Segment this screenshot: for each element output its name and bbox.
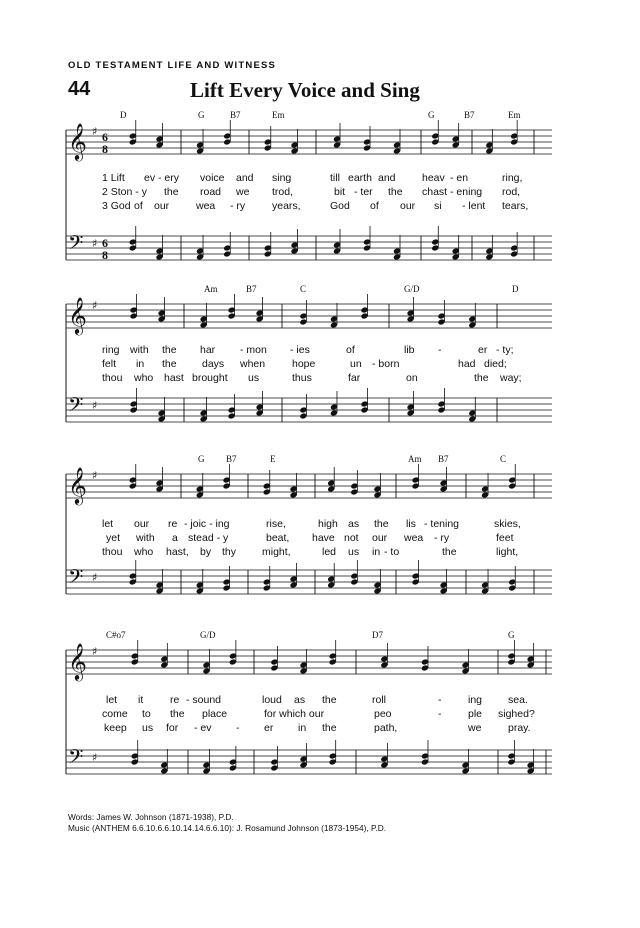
hymn-number: 44 bbox=[68, 78, 91, 100]
lyric-syllable: a bbox=[172, 532, 178, 544]
lyric-syllable: our bbox=[154, 200, 170, 212]
lyric-syllable: sing bbox=[272, 172, 292, 184]
treble-clef-icon: 𝄞 bbox=[68, 296, 87, 334]
lyric-syllable: ring, bbox=[502, 172, 523, 184]
lyric-syllable: let bbox=[106, 694, 118, 706]
lyric-syllable: skies, bbox=[494, 518, 521, 530]
chord-symbol: B7 bbox=[230, 110, 241, 120]
lyric-verse-1 bbox=[66, 518, 552, 532]
lyric-syllable: wea bbox=[196, 200, 216, 212]
lyric-syllable: rod, bbox=[502, 186, 521, 198]
lyric-syllable: - born bbox=[372, 358, 400, 370]
lyric-syllable: - en bbox=[450, 172, 469, 184]
lyric-syllable: - bbox=[438, 694, 442, 706]
lyric-syllable: loud bbox=[262, 694, 282, 706]
lyric-syllable: rise, bbox=[266, 518, 286, 530]
lyric-verse-2 bbox=[66, 532, 552, 546]
lyric-syllable: it bbox=[138, 694, 144, 706]
lyric-syllable: thou bbox=[102, 546, 123, 558]
lyric-syllable: bit bbox=[334, 186, 346, 198]
lyric-verse-3 bbox=[66, 546, 552, 560]
lyric-syllable: our bbox=[400, 200, 416, 212]
lyric-syllable: 2 Ston - y bbox=[102, 186, 147, 198]
chord-symbol: G bbox=[198, 454, 205, 464]
lyric-verse-2 bbox=[66, 708, 552, 722]
chord-symbol: Am bbox=[408, 454, 422, 464]
key-sharp-icon: ♯ bbox=[92, 469, 98, 482]
lyric-syllable: who bbox=[134, 372, 154, 384]
chord-symbol: G bbox=[428, 110, 435, 120]
lyric-syllable: tears, bbox=[502, 200, 529, 212]
lyric-syllable: who bbox=[134, 546, 154, 558]
chord-symbol: E bbox=[270, 454, 276, 464]
treble-clef-icon: 𝄞 bbox=[68, 642, 87, 680]
lyric-syllable: - bbox=[236, 722, 240, 734]
lyric-syllable: led bbox=[322, 546, 337, 558]
lyric-syllable: - bbox=[438, 708, 442, 720]
lyric-syllable: thou bbox=[102, 372, 123, 384]
lyric-syllable: hope bbox=[292, 358, 316, 370]
lyric-syllable: high bbox=[318, 518, 338, 530]
chord-symbol: G/D bbox=[404, 284, 420, 294]
lyric-syllable: as bbox=[348, 518, 360, 530]
lyric-syllable: hast, bbox=[166, 546, 189, 558]
chord-symbol: C bbox=[300, 284, 307, 294]
music-system-2 bbox=[66, 280, 552, 450]
lyric-syllable: keep bbox=[104, 722, 127, 734]
lyric-syllable: when bbox=[240, 358, 266, 370]
lyric-syllable: ev - ery bbox=[144, 172, 180, 184]
lyric-syllable: the bbox=[170, 708, 185, 720]
chord-symbol: Em bbox=[508, 110, 521, 120]
lyric-syllable: har bbox=[200, 344, 216, 356]
lyric-syllable: come bbox=[102, 708, 128, 720]
lyric-syllable: - bbox=[438, 344, 442, 356]
lyric-syllable: si bbox=[434, 200, 442, 212]
chord-symbol: B7 bbox=[246, 284, 257, 294]
lyric-syllable: brought bbox=[192, 372, 228, 384]
time-signature: 6 bbox=[102, 236, 108, 250]
lyric-syllable: God bbox=[330, 200, 350, 212]
key-sharp-icon: ♯ bbox=[92, 237, 98, 250]
lyric-syllable: the bbox=[162, 344, 177, 356]
lyric-syllable: lis bbox=[406, 518, 416, 530]
lyric-syllable: our bbox=[372, 532, 388, 544]
chord-symbol: B7 bbox=[226, 454, 237, 464]
lyric-syllable: on bbox=[406, 372, 418, 384]
lyric-syllable: the bbox=[374, 518, 389, 530]
bass-clef-icon: 𝄢 bbox=[68, 231, 84, 259]
lyric-syllable: thy bbox=[222, 546, 237, 558]
lyric-syllable: - ty; bbox=[496, 344, 514, 356]
bass-clef-icon: 𝄢 bbox=[68, 745, 84, 773]
key-sharp-icon: ♯ bbox=[92, 125, 98, 138]
lyric-syllable: as bbox=[294, 694, 306, 706]
lyric-syllable: - to bbox=[384, 546, 400, 558]
lyric-verse-3 bbox=[66, 372, 552, 386]
lyric-syllable: place bbox=[202, 708, 228, 720]
lyric-syllable: beat, bbox=[266, 532, 290, 544]
lyric-syllable: - sound bbox=[186, 694, 222, 706]
lyric-syllable: of bbox=[134, 200, 143, 212]
key-sharp-icon: ♯ bbox=[92, 571, 98, 584]
time-signature: 6 bbox=[102, 130, 108, 144]
lyric-verse-2 bbox=[66, 186, 552, 200]
time-signature: 8 bbox=[102, 142, 108, 156]
lyric-syllable: us bbox=[142, 722, 154, 734]
lyric-syllable: the bbox=[164, 186, 179, 198]
hymn-title: Lift Every Voice and Sing bbox=[190, 78, 420, 102]
lyric-syllable: feet bbox=[496, 532, 514, 544]
lyric-syllable: way; bbox=[500, 372, 522, 384]
key-sharp-icon: ♯ bbox=[92, 645, 98, 658]
lyric-verse-3 bbox=[66, 722, 552, 736]
lyric-syllable: the bbox=[442, 546, 457, 558]
lyric-syllable: we bbox=[468, 722, 482, 734]
lyric-syllable: peo bbox=[374, 708, 392, 720]
lyric-syllable: un bbox=[350, 358, 362, 370]
lyric-syllable: for which our bbox=[264, 708, 325, 720]
lyric-syllable: ple bbox=[468, 708, 483, 720]
key-sharp-icon: ♯ bbox=[92, 751, 98, 764]
lyric-syllable: by bbox=[200, 546, 212, 558]
lyric-syllable: our bbox=[134, 518, 150, 530]
lyric-verse-3 bbox=[66, 200, 552, 214]
lyric-syllable: with bbox=[136, 532, 155, 544]
lyric-syllable: earth bbox=[348, 172, 372, 184]
lyric-syllable: light, bbox=[496, 546, 519, 558]
key-sharp-icon: ♯ bbox=[92, 299, 98, 312]
lyric-syllable: to bbox=[142, 708, 151, 720]
chord-symbol: B7 bbox=[464, 110, 475, 120]
lyric-syllable: path, bbox=[374, 722, 398, 734]
lyric-syllable: wea bbox=[404, 532, 424, 544]
words-credit: Words: James W. Johnson (1871-1938), P.D. bbox=[68, 812, 234, 822]
lyric-syllable: - ter bbox=[354, 186, 373, 198]
lyric-syllable: let bbox=[102, 518, 114, 530]
time-signature: 8 bbox=[102, 248, 108, 262]
bass-clef-icon: 𝄢 bbox=[68, 393, 84, 421]
lyric-syllable: us bbox=[248, 372, 260, 384]
lyric-syllable: - mon bbox=[240, 344, 267, 356]
lyric-syllable: us bbox=[348, 546, 360, 558]
lyric-syllable: - ry bbox=[230, 200, 246, 212]
lyric-syllable: the bbox=[474, 372, 489, 384]
chord-symbol: Em bbox=[272, 110, 285, 120]
lyric-syllable: thus bbox=[292, 372, 312, 384]
chord-symbol: B7 bbox=[438, 454, 449, 464]
lyric-syllable: 1 Lift bbox=[102, 172, 125, 184]
lyric-syllable: - ry bbox=[434, 532, 450, 544]
credits bbox=[68, 812, 386, 834]
lyric-syllable: er bbox=[478, 344, 488, 356]
lyric-syllable: felt bbox=[102, 358, 117, 370]
lyrics-block bbox=[66, 344, 552, 386]
lyric-syllable: ing bbox=[468, 694, 483, 706]
lyric-syllable: trod, bbox=[272, 186, 294, 198]
lyric-syllable: for bbox=[166, 722, 179, 734]
chord-symbol: G bbox=[198, 110, 205, 120]
lyric-syllable: of bbox=[370, 200, 379, 212]
lyric-syllable: heav bbox=[422, 172, 445, 184]
lyric-syllable: hast bbox=[164, 372, 184, 384]
chord-symbol: C#o7 bbox=[106, 630, 126, 640]
lyric-syllable: till bbox=[330, 172, 340, 184]
lyric-syllable: died; bbox=[484, 358, 507, 370]
lyric-syllable: far bbox=[348, 372, 361, 384]
lyric-syllable: - joic - ing bbox=[184, 518, 230, 530]
lyric-syllable: years, bbox=[272, 200, 301, 212]
music-system-1 bbox=[66, 106, 552, 276]
lyric-syllable: stead - y bbox=[188, 532, 229, 544]
lyric-syllable: have bbox=[312, 532, 335, 544]
lyric-syllable: voice bbox=[200, 172, 225, 184]
lyric-syllable: - ies bbox=[290, 344, 310, 356]
lyric-syllable: with bbox=[130, 344, 149, 356]
lyrics-block bbox=[66, 694, 552, 736]
lyric-syllable: the bbox=[322, 694, 337, 706]
chord-symbol: Am bbox=[204, 284, 218, 294]
lyric-syllable: days bbox=[202, 358, 225, 370]
lyric-verse-2 bbox=[66, 358, 552, 372]
lyric-syllable: the bbox=[162, 358, 177, 370]
chord-symbol: D bbox=[120, 110, 127, 120]
lyric-syllable: - tening bbox=[424, 518, 460, 530]
lyric-syllable: road bbox=[200, 186, 222, 198]
lyric-syllable: not bbox=[344, 532, 359, 544]
lyric-syllable: we bbox=[236, 186, 250, 198]
lyrics-block bbox=[66, 172, 552, 214]
lyric-syllable: - ev bbox=[194, 722, 212, 734]
lyric-syllable: and bbox=[236, 172, 254, 184]
treble-clef-icon: 𝄞 bbox=[68, 122, 87, 160]
chord-symbol: C bbox=[500, 454, 507, 464]
section-header: OLD TESTAMENT LIFE AND WITNESS bbox=[68, 60, 277, 71]
lyric-syllable: of bbox=[346, 344, 355, 356]
lyric-syllable: the bbox=[388, 186, 403, 198]
lyric-syllable: pray. bbox=[508, 722, 531, 734]
chord-symbol: D bbox=[512, 284, 519, 294]
lyric-syllable: 3 God bbox=[102, 200, 131, 212]
chord-symbol: G/D bbox=[200, 630, 216, 640]
lyric-syllable: roll bbox=[372, 694, 387, 706]
lyric-syllable: sea. bbox=[508, 694, 528, 706]
treble-clef-icon: 𝄞 bbox=[68, 466, 87, 504]
lyric-syllable: er bbox=[264, 722, 274, 734]
music-system-3 bbox=[66, 450, 552, 620]
lyric-syllable: - lent bbox=[462, 200, 486, 212]
music-system-4 bbox=[66, 626, 552, 806]
lyric-syllable: sighed? bbox=[498, 708, 535, 720]
lyric-syllable: had bbox=[458, 358, 476, 370]
lyric-verse-1 bbox=[66, 172, 552, 186]
lyric-syllable: chast - ening bbox=[422, 186, 483, 198]
lyric-syllable: and bbox=[378, 172, 396, 184]
key-sharp-icon: ♯ bbox=[92, 399, 98, 412]
lyric-syllable: in bbox=[136, 358, 145, 370]
bass-clef-icon: 𝄢 bbox=[68, 565, 84, 593]
lyric-syllable: lib bbox=[404, 344, 415, 356]
chord-symbol: G bbox=[508, 630, 515, 640]
lyric-syllable: in bbox=[298, 722, 307, 734]
lyric-syllable: re bbox=[168, 518, 178, 530]
lyrics-block bbox=[66, 518, 552, 560]
lyric-syllable: might, bbox=[262, 546, 291, 558]
chord-symbol: D7 bbox=[372, 630, 383, 640]
lyric-syllable: the bbox=[322, 722, 337, 734]
lyric-syllable: in bbox=[372, 546, 381, 558]
lyric-verse-1 bbox=[66, 694, 552, 708]
lyric-syllable: yet bbox=[106, 532, 121, 544]
lyric-syllable: ring bbox=[102, 344, 120, 356]
lyric-syllable: re bbox=[170, 694, 180, 706]
lyric-verse-1 bbox=[66, 344, 552, 358]
music-credit: Music (ANTHEM 6.6.10.6.6.10.14.14.6.6.10): J. Rosamund Johnson (1873-1954), P.D. bbox=[68, 823, 387, 833]
